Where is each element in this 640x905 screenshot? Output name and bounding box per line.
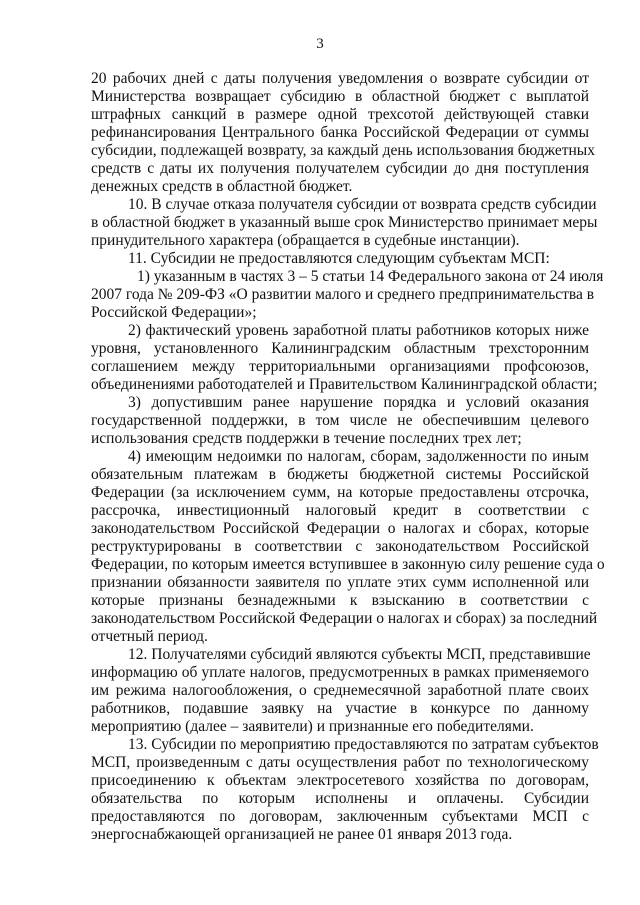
text-line: 11. Субсидии не предоставляются следующим субъектам МСП: [128,250,550,267]
text-line: объединениями работодателей и Правительством Калининградской области; [91,376,598,393]
text-line: 2007 года № 209-ФЗ «О развитии малого и среднего предпринимательства в [91,286,595,303]
page-number: 3 [316,36,324,52]
text-line: использования средств поддержки в течение последних трех лет; [91,430,522,447]
text-line: присоединению к объектам электросетевого хозяйства по договорам, [91,772,589,789]
document-body [91,70,605,844]
text-line: признании обязанности заявителя по уплате этих сумм исполненной или [91,574,589,591]
text-line: средств с даты их получения получателем субсидии до дня поступления [91,160,589,177]
text-line: информацию об уплате налогов, предусмотренных в рамках применяемого [91,664,589,681]
text-line: рассрочка, инвестиционный налоговый кредит в соответствии с [91,502,589,519]
text-line: 13. Субсидии по мероприятию предоставляются по затратам субъектов [128,736,599,753]
text-line: обязательства по которым исполнены и оплачены. Субсидии [91,790,589,807]
text-line: в областной бюджет в указанный выше срок Министерство принимает меры [91,214,598,231]
text-line: Российской Федерации»; [91,304,257,321]
text-line: 4) имеющим недоимки по налогам, сборам, задолженности по иным [128,448,589,465]
text-line: МСП, произведенным с даты осуществления работ по технологическому [91,754,589,771]
text-line: принудительного характера (обращается в судебные инстанции). [91,232,520,249]
text-line: 3) допустившим ранее нарушение порядка и условий оказания [128,394,589,411]
text-line: 12. Получателями субсидий являются субъекты МСП, представившие [128,646,591,663]
text-line: законодательством Российской Федерации о налогах и сборах, которые [91,520,589,537]
text-line: штрафных санкций в размере одной трехсотой действующей ставки [91,106,589,123]
text-line: обязательным платежам в бюджеты бюджетной системы Российской [91,466,589,483]
text-line: рефинансирования Центрального банка Российской Федерации от суммы [91,124,589,141]
text-line: им режима налогообложения, о среднемесячной заработной плате своих [91,682,589,699]
text-line: Федерации (за исключением сумм, на которые предоставлены отсрочка, [91,484,589,501]
text-line: которые признаны безнадежными к взысканию в соответствии с [91,592,589,609]
text-line: реструктурированы в соответствии с законодательством Российской [91,538,589,555]
text-line: 20 рабочих дней с даты получения уведомления о возврате субсидии от [91,70,589,87]
text-line: денежных средств в областной бюджет. [91,178,353,195]
text-line: государственной поддержки, в том числе не обеспечившим целевого [91,412,589,429]
text-line: 10. В случае отказа получателя субсидии от возврата средств субсидии [128,196,597,213]
text-line: энергоснабжающей организацией не ранее 01 января 2013 года. [91,826,513,843]
text-line: работников, подавшие заявку на участие в конкурсе по данному [91,700,589,717]
text-line: мероприятию (далее – заявители) и признанные его победителями. [91,718,534,735]
text-line: 1) указанным в частях 3 – 5 статьи 14 Федерального закона от 24 июля [137,268,604,285]
text-line: Министерства возвращает субсидию в областной бюджет с выплатой [91,88,589,105]
text-line: отчетный период. [91,628,208,645]
text-line: законодательством Российской Федерации о налогах и сборах) за последний [91,610,598,627]
text-line: соглашением между территориальными организациями профсоюзов, [91,358,589,375]
text-line: Федерации, по которым имеется вступившее в законную силу решение суда о [91,556,605,573]
text-line: субсидии, подлежащей возврату, за каждый день использования бюджетных [91,142,595,159]
text-line: 2) фактический уровень заработной платы работников которых ниже [128,322,589,339]
text-line: предоставляются по договорам, заключенным субъектами МСП с [91,808,589,825]
text-line: уровня, установленного Калининградским областным трехсторонним [91,340,589,357]
